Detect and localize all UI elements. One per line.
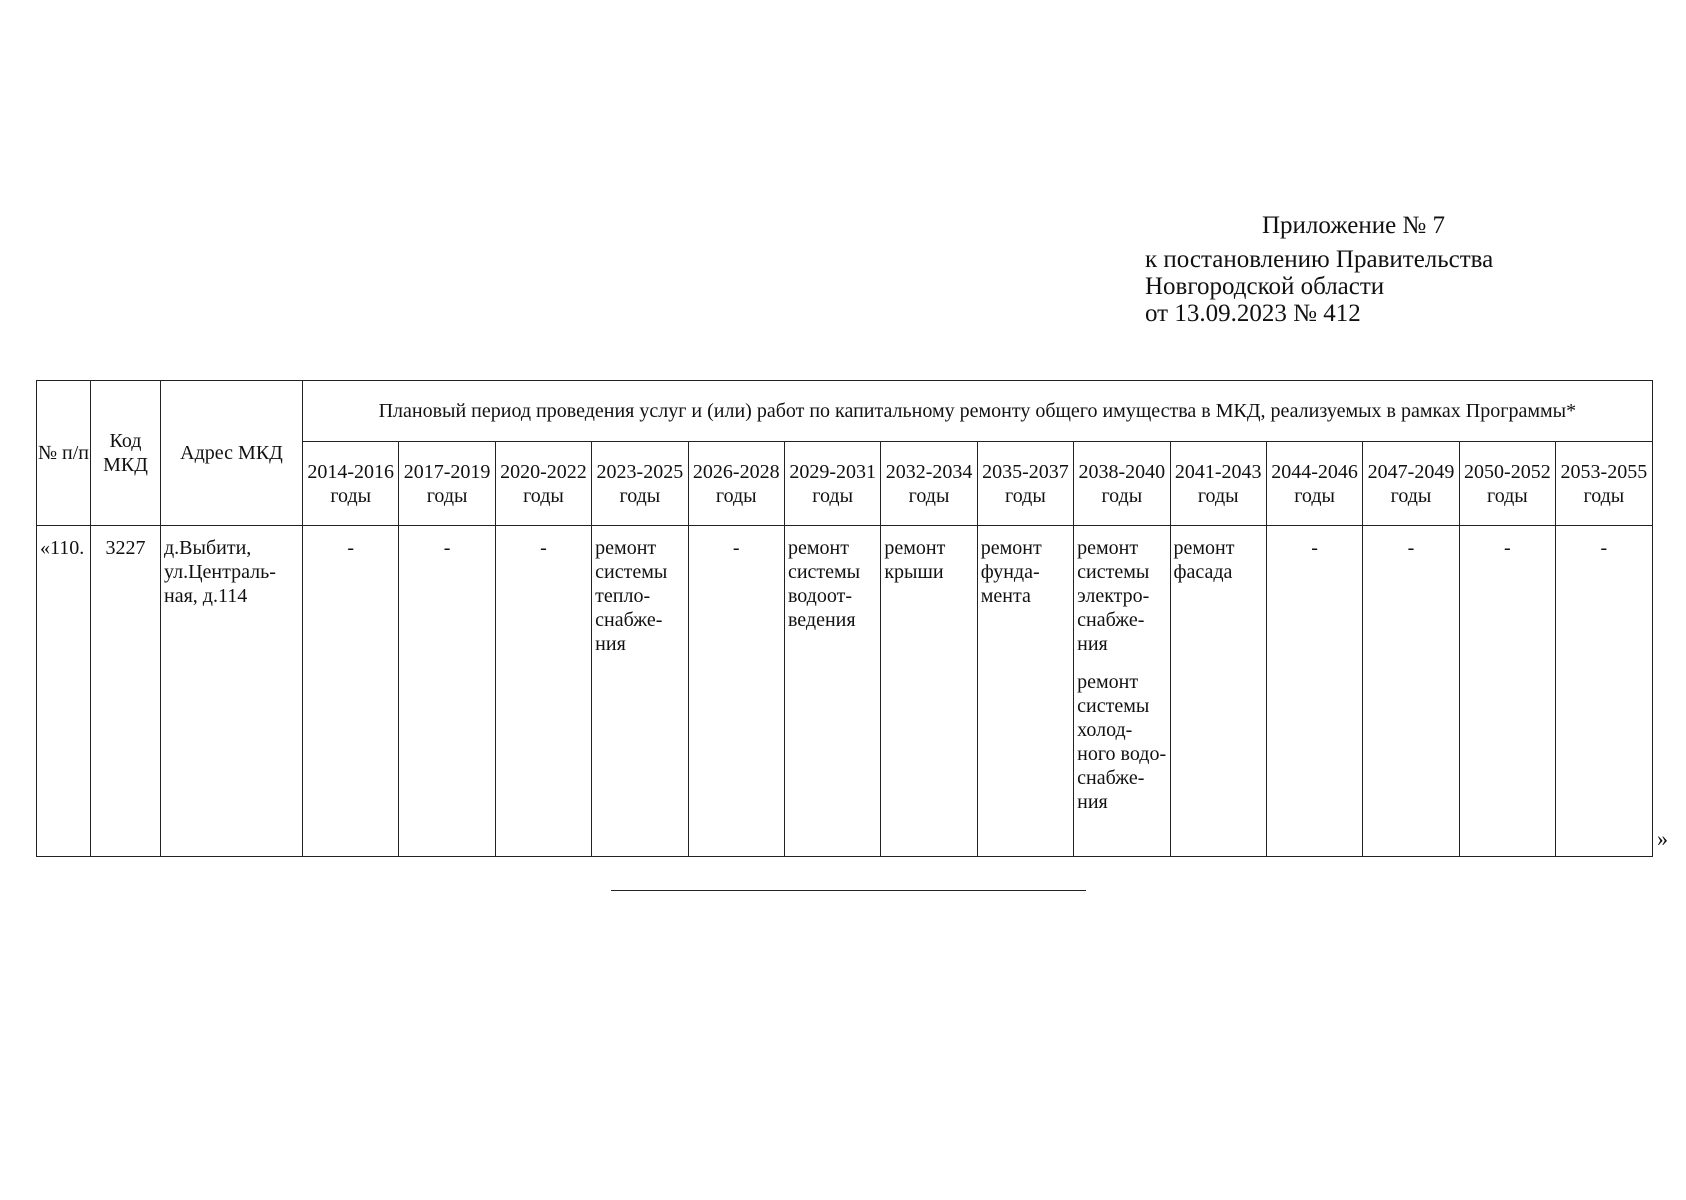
cell-2038-work-2: ремонт системы холод-ного водо-снабже-ния <box>1077 671 1167 813</box>
header-period-2050: 2050-2052 годы <box>1459 442 1555 526</box>
appendix-line-3: от 13.09.2023 № 412 <box>1145 300 1361 327</box>
appendix-line-1: к постановлению Правительства <box>1145 246 1494 273</box>
header-period-2035: 2035-2037 годы <box>977 442 1073 526</box>
cell-2029: ремонт системы водоот-ведения <box>784 526 880 857</box>
cell-2038-work-1: ремонт системы электро-снабже-ния <box>1077 537 1150 655</box>
header-period-2032: 2032-2034 годы <box>881 442 977 526</box>
cell-2041: ремонт фасада <box>1170 526 1266 857</box>
header-period-2014: 2014-2016 годы <box>303 442 399 526</box>
header-period-2047: 2047-2049 годы <box>1363 442 1459 526</box>
cell-2026: - <box>688 526 784 857</box>
bottom-divider <box>611 890 1086 891</box>
closing-quote: » <box>1657 826 1668 851</box>
appendix-line-2: Новгородской области <box>1145 273 1385 300</box>
cell-2032: ремонт крыши <box>881 526 977 857</box>
header-period-2023: 2023-2025 годы <box>592 442 688 526</box>
header-period-2038: 2038-2040 годы <box>1074 442 1170 526</box>
cell-num: «110. <box>37 526 91 857</box>
appendix-block <box>1145 212 1493 327</box>
capital-repair-table <box>36 380 1653 857</box>
cell-2014: - <box>303 526 399 857</box>
cell-code: 3227 <box>91 526 161 857</box>
header-code: Код МКД <box>91 381 161 526</box>
header-period-2041: 2041-2043 годы <box>1170 442 1266 526</box>
header-period-2020: 2020-2022 годы <box>495 442 591 526</box>
header-period-2029: 2029-2031 годы <box>784 442 880 526</box>
header-address: Адрес МКД <box>161 381 303 526</box>
cell-2023: ремонт системы тепло-снабже-ния <box>592 526 688 857</box>
cell-2017: - <box>399 526 495 857</box>
appendix-title: Приложение № 7 <box>1262 212 1446 239</box>
header-period-2044: 2044-2046 годы <box>1266 442 1362 526</box>
header-period-2026: 2026-2028 годы <box>688 442 784 526</box>
cell-2047: - <box>1363 526 1459 857</box>
cell-2050: - <box>1459 526 1555 857</box>
cell-2035: ремонт фунда-мента <box>977 526 1073 857</box>
header-period-title: Плановый период проведения услуг и (или) работ по капитальному ремонту общего имущества в МКД, реализуемых в рамках Программы* <box>303 381 1653 442</box>
cell-2053: - <box>1556 526 1653 857</box>
header-period-2053: 2053-2055 годы <box>1556 442 1653 526</box>
table-row <box>37 526 1653 857</box>
cell-2038 <box>1074 526 1170 857</box>
header-num: № п/п <box>37 381 91 526</box>
header-period-2017: 2017-2019 годы <box>399 442 495 526</box>
cell-2044: - <box>1266 526 1362 857</box>
cell-address: д.Выбити, ул.Централь-ная, д.114 <box>161 526 303 857</box>
cell-2020: - <box>495 526 591 857</box>
